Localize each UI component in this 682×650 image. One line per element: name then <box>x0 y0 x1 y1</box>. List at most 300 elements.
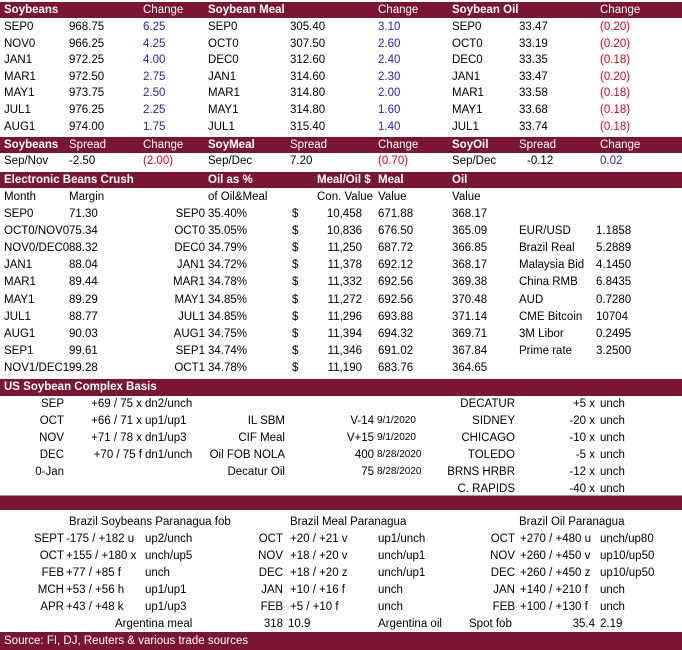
meal-spread-change: (0.70) <box>378 155 409 167</box>
crush-month: OCT0/NOV0 <box>4 225 70 238</box>
oil-pct-month: MAR1 <box>173 276 205 289</box>
meal-change: 2.40 <box>378 54 401 67</box>
brazil-row <box>0 531 682 547</box>
dollar-sign: $ <box>292 310 299 323</box>
crush-header-row <box>0 172 682 188</box>
brazil-meal-basis: +20 / +21 v <box>290 533 348 545</box>
col-soymeal: SoyMeal <box>208 139 255 151</box>
location-change: unch <box>600 415 625 427</box>
product-value: 75 <box>361 466 374 478</box>
crush-row <box>0 326 682 342</box>
brazil-soy-change: up1/up3 <box>145 601 187 613</box>
dollar-sign: $ <box>292 327 299 340</box>
brazil-soy-month: APR <box>40 601 64 613</box>
oil-pct: 34.75% <box>208 327 248 340</box>
oil-value: 366.85 <box>452 242 488 255</box>
futures-row <box>0 19 682 35</box>
location-basis: -10 x <box>569 432 595 444</box>
market-label: 3M Libor <box>519 327 564 340</box>
meal-month: SEP0 <box>208 21 238 33</box>
col-change: Change <box>143 139 184 151</box>
argentina-oil-change: 2.19 <box>600 618 623 630</box>
oil-change: (0.18) <box>600 54 631 67</box>
crush-row <box>0 223 682 239</box>
basis-change: dn1/unch <box>145 449 193 461</box>
argentina-meal-value: 318 <box>263 618 283 630</box>
brazil-meal-month: FEB <box>260 601 283 613</box>
crush-row <box>0 240 682 256</box>
brazil-oil-change: unch <box>600 601 625 613</box>
soybean-spread-value: -2.50 <box>69 155 96 167</box>
market-label: Brazil Real <box>519 242 575 255</box>
oil-value: 368.17 <box>452 208 488 220</box>
argentina-meal-label: Argentina meal <box>115 618 193 630</box>
futures-row <box>0 102 682 118</box>
product-value: 400 <box>354 449 374 461</box>
oil-value: 364.65 <box>452 361 488 374</box>
crush-margin: 89.29 <box>69 293 98 306</box>
col-spread: Spread <box>290 139 328 151</box>
brazil-row <box>0 565 682 581</box>
col-soybeans: Soybeans <box>4 139 59 151</box>
meal-value: 692.56 <box>378 276 414 289</box>
oil-change: (0.18) <box>600 87 631 100</box>
meal-change: 2.00 <box>378 87 401 100</box>
dollar-sign: $ <box>292 225 299 238</box>
brazil-soy-basis: +77 / +85 f <box>66 567 121 579</box>
col-change: Change <box>143 4 184 16</box>
brazil-oil-basis: +100 / +130 f <box>520 601 588 613</box>
col-value: Value <box>378 191 407 203</box>
basis-header-row <box>0 379 682 396</box>
oil-change: (0.18) <box>600 120 631 133</box>
basis-month: DEC <box>39 449 64 461</box>
product-label: IL SBM <box>247 415 285 427</box>
market-value: 0.7280 <box>596 293 632 306</box>
oil-month: OCT0 <box>452 37 483 50</box>
meal-price: 315.40 <box>290 120 326 133</box>
meal-change: 1.40 <box>378 120 401 133</box>
source-text: Source: FI, DJ, Reuters & various trade sources <box>4 635 249 647</box>
meal-month: JAN1 <box>208 70 237 83</box>
meal-value: 693.88 <box>378 310 414 323</box>
crush-margin: 88.77 <box>69 310 98 323</box>
oil-value: 371.14 <box>452 310 488 323</box>
crush-row <box>0 343 682 359</box>
meal-price: 312.60 <box>290 54 326 67</box>
crush-month: JAN1 <box>4 259 33 272</box>
oil-value: 369.71 <box>452 327 488 340</box>
oil-pct-month: SEP1 <box>175 344 205 357</box>
oil-value: 365.09 <box>452 225 488 238</box>
brazil-meal-month: DEC <box>258 567 283 579</box>
oil-pct-month: DEC0 <box>174 242 205 255</box>
crush-margin: 90.03 <box>69 327 98 340</box>
crush-margin: 99.61 <box>69 344 98 357</box>
product-label: Oil FOB NOLA <box>209 449 285 461</box>
dollar-sign: $ <box>292 293 299 306</box>
oil-pct-month: AUG1 <box>173 327 205 340</box>
meal-oil-value: 11,272 <box>327 293 362 306</box>
meal-value: 676.50 <box>378 225 414 238</box>
brazil-oil-basis: +260 / +450 v <box>520 550 591 562</box>
crush-row <box>0 206 682 222</box>
brazil-oil-basis: +270 / +480 u <box>520 533 591 545</box>
oil-month: MAR1 <box>452 87 484 100</box>
source-footer <box>0 632 682 650</box>
meal-change: 3.10 <box>378 21 401 33</box>
basis-change: dn1/up3 <box>145 432 187 444</box>
crush-margin: 88.04 <box>69 259 98 272</box>
meal-change: 2.60 <box>378 37 401 50</box>
brazil-row <box>0 548 682 564</box>
oil-price: 33.19 <box>519 37 548 50</box>
argentina-oil-label: Argentina oil <box>378 618 442 630</box>
oil-change: (0.20) <box>600 37 631 50</box>
col-spread: Spread <box>519 139 557 151</box>
col-electronic-beans-crush: Electronic Beans Crush <box>4 174 134 186</box>
futures-row <box>0 36 682 52</box>
meal-oil-value: 10,836 <box>326 225 362 238</box>
oil-month: JAN1 <box>452 70 481 83</box>
oil-value: 370.48 <box>452 293 488 306</box>
soybean-change: 4.00 <box>143 54 166 67</box>
brazil-header-row <box>0 514 682 530</box>
col-change: Change <box>600 4 641 16</box>
location-basis: -5 x <box>575 449 595 461</box>
market-value: 4.1450 <box>596 259 632 272</box>
brazil-meal-basis: +5 / +10 f <box>290 601 339 613</box>
futures-header-row <box>0 2 682 18</box>
basis-row <box>0 413 682 429</box>
basis-bid-offer: +71 / 78 x <box>91 432 142 444</box>
col-of-oil-meal: of Oil&Meal <box>208 191 268 203</box>
oil-pct-month: JUL1 <box>178 310 205 323</box>
brazil-meal-basis: +10 / +16 f <box>290 584 345 596</box>
crush-margin: 88.32 <box>69 242 98 255</box>
crush-row <box>0 309 682 325</box>
dollar-sign: $ <box>292 242 299 255</box>
market-value: 6.8435 <box>596 276 632 289</box>
soybean-change: 4.25 <box>143 37 166 50</box>
market-value: 5.2889 <box>596 242 632 255</box>
brazil-soy-change: unch/up5 <box>145 550 193 562</box>
meal-value: 687.72 <box>378 242 414 255</box>
product-date: 8/28/2020 <box>377 466 422 477</box>
soybean-change: 2.75 <box>143 70 166 83</box>
meal-spread-months: Sep/Dec <box>208 155 253 167</box>
meal-value: 691.02 <box>378 344 414 357</box>
meal-month: DEC0 <box>208 54 239 67</box>
location: CHICAGO <box>461 432 515 444</box>
col-soybean-oil: Soybean Oil <box>452 4 519 16</box>
oil-price: 33.68 <box>519 104 548 116</box>
market-label: CME Bitcoin <box>519 310 583 323</box>
brazil-meal-change: unch <box>378 601 403 613</box>
dollar-sign: $ <box>292 259 299 272</box>
product-value: V-14 <box>350 415 374 427</box>
oil-value: 367.84 <box>452 344 488 357</box>
soybean-change: 1.75 <box>143 120 166 133</box>
oil-month: DEC0 <box>452 54 483 67</box>
market-label: Malaysia Bid <box>519 259 585 272</box>
brazil-oil-month: FEB <box>492 601 515 613</box>
oil-month: MAY1 <box>452 104 483 116</box>
basis-month: OCT <box>39 415 64 427</box>
oil-change: (0.20) <box>600 70 631 83</box>
crush-month: AUG1 <box>4 327 36 340</box>
meal-value: 692.56 <box>378 293 414 306</box>
oil-pct: 34.79% <box>208 242 248 255</box>
basis-month: 0-Jan <box>35 466 64 478</box>
location-change: unch <box>600 432 625 444</box>
meal-price: 305.40 <box>290 21 326 33</box>
soybean-month: JAN1 <box>4 54 33 67</box>
brazil-meal-month: JAN <box>261 584 283 596</box>
oil-pct: 34.74% <box>208 344 248 357</box>
oil-spread-change: 0.02 <box>600 155 623 167</box>
meal-oil-value: 11,394 <box>327 327 362 340</box>
product-date: 8/28/2020 <box>377 449 422 460</box>
oil-spread-months: Sep/Dec <box>452 155 497 167</box>
soybean-spread-months: Sep/Nov <box>4 155 49 167</box>
meal-month: OCT0 <box>208 37 239 50</box>
crush-month: MAR1 <box>4 276 36 289</box>
spread-header-row <box>0 137 682 153</box>
market-value: 0.2495 <box>596 327 632 340</box>
oil-pct-month: OCT0 <box>174 225 205 238</box>
basis-title: US Soybean Complex Basis <box>4 381 157 393</box>
brazil-oil-change: unch/up80 <box>600 533 654 545</box>
meal-change: 1.60 <box>378 104 401 116</box>
brazil-oil-month: OCT <box>490 533 515 545</box>
oil-change: (0.18) <box>600 104 631 116</box>
brazil-soy-change: unch <box>145 567 170 579</box>
basis-bid-offer: +69 / 75 x <box>91 398 142 410</box>
crush-month: NOV0/DEC0 <box>4 242 70 255</box>
soybean-month: MAR1 <box>4 70 36 83</box>
meal-price: 314.60 <box>290 70 326 83</box>
oil-pct: 35.40% <box>208 208 248 220</box>
brazil-oil-change: up10/up50 <box>600 567 655 579</box>
futures-row <box>0 119 682 135</box>
brazil-soy-month: OCT <box>39 550 64 562</box>
oil-pct: 34.78% <box>208 276 248 289</box>
market-label: China RMB <box>519 276 578 289</box>
oil-pct: 35.05% <box>208 225 248 238</box>
soybean-change: 6.25 <box>143 21 166 33</box>
soybean-change: 2.25 <box>143 104 166 116</box>
crush-row <box>0 274 682 290</box>
col-spread: Spread <box>69 139 107 151</box>
dollar-sign: $ <box>292 208 299 220</box>
soybean-month: SEP0 <box>4 21 34 33</box>
dollar-sign: $ <box>292 361 299 374</box>
futures-row <box>0 52 682 68</box>
location: TOLEDO <box>467 449 515 461</box>
meal-value: 683.76 <box>378 361 414 374</box>
oil-pct: 34.85% <box>208 310 248 323</box>
brazil-oil-month: DEC <box>490 567 515 579</box>
brazil-oil-month: NOV <box>490 550 515 562</box>
brazil-meal-change: unch/up1 <box>378 550 426 562</box>
crush-month: SEP0 <box>4 208 34 220</box>
divider-band <box>0 496 682 510</box>
crush-margin: 99.28 <box>69 361 98 374</box>
meal-price: 314.80 <box>290 87 326 100</box>
col-margin: Margin <box>69 191 105 203</box>
soybean-price: 974.00 <box>69 120 105 133</box>
soybean-price: 966.25 <box>69 37 105 50</box>
oil-spread-value: -0.12 <box>527 155 554 167</box>
crush-month: MAY1 <box>4 293 35 306</box>
crush-month: NOV1/DEC1 <box>4 361 70 374</box>
col-con-value: Con. Value <box>317 191 374 203</box>
oil-price: 33.58 <box>519 87 548 100</box>
meal-price: 314.80 <box>290 104 326 116</box>
soybean-month: NOV0 <box>4 37 36 50</box>
meal-oil-value: 11,378 <box>327 259 362 272</box>
col-soyoil: SoyOil <box>452 139 489 151</box>
oil-pct: 34.72% <box>208 259 248 272</box>
futures-row <box>0 85 682 101</box>
basis-change: dn2/unch <box>145 398 193 410</box>
meal-month: MAR1 <box>208 87 240 100</box>
soybean-month: AUG1 <box>4 120 36 133</box>
meal-value: 671.88 <box>378 208 414 220</box>
oil-pct: 34.78% <box>208 361 248 374</box>
meal-spread-value: 7.20 <box>290 155 313 167</box>
basis-bid-offer: +70 / 75 f <box>93 449 142 461</box>
market-label: AUD <box>519 293 544 306</box>
brazil-meal-change: up1/unch <box>378 533 426 545</box>
brazil-soy-month: MCH <box>37 584 64 596</box>
oil-pct: 34.85% <box>208 293 248 306</box>
dollar-sign: $ <box>292 276 299 289</box>
col-meal-oil: Meal/Oil $ <box>317 174 371 186</box>
market-label: Prime rate <box>519 344 573 357</box>
meal-price: 307.50 <box>290 37 326 50</box>
crush-month: JUL1 <box>4 310 31 323</box>
soybean-change: 2.50 <box>143 87 166 100</box>
location-basis: -20 x <box>569 415 595 427</box>
soybean-price: 972.25 <box>69 54 105 67</box>
basis-row <box>0 447 682 463</box>
product-date: 9/1/2020 <box>377 415 416 426</box>
meal-oil-value: 10,458 <box>326 208 362 220</box>
market-value: 3.2500 <box>596 344 632 357</box>
crush-row <box>0 360 682 376</box>
product-label: CIF Meal <box>238 432 285 444</box>
brazil-soy-basis: +53 / +56 h <box>66 584 125 596</box>
crush-month: SEP1 <box>4 344 34 357</box>
basis-month: SEP <box>40 398 64 410</box>
oil-value: 368.17 <box>452 259 488 272</box>
location-change: unch <box>600 466 625 478</box>
location-basis: -40 x <box>569 483 595 495</box>
market-value: 1.1858 <box>596 225 632 238</box>
brazil-oil-title: Brazil Oil Paranagua <box>519 516 625 528</box>
soybean-month: JUL1 <box>4 104 31 116</box>
col-soybean-meal: Soybean Meal <box>208 4 285 16</box>
col-value: Value <box>452 191 481 203</box>
oil-change: (0.20) <box>600 21 631 33</box>
oil-price: 33.74 <box>519 120 548 133</box>
brazil-soy-basis: -175 / +182 u <box>66 533 135 545</box>
brazil-row <box>0 582 682 598</box>
crush-margin: 71.30 <box>69 208 98 220</box>
location-change: unch <box>600 398 625 410</box>
meal-oil-value: 11,332 <box>327 276 362 289</box>
brazil-soy-change: up1/up1 <box>145 584 187 596</box>
basis-row <box>0 430 682 446</box>
oil-price: 33.47 <box>519 21 548 33</box>
brazil-meal-change: unch <box>378 584 403 596</box>
brazil-soy-month: FEB <box>41 567 64 579</box>
oil-pct-month: OCT1 <box>174 361 205 374</box>
crush-subheader-row <box>0 189 682 205</box>
meal-change: 2.30 <box>378 70 401 83</box>
brazil-meal-basis: +18 / +20 v <box>290 550 348 562</box>
col-soybeans: Soybeans <box>4 4 59 16</box>
meal-month: JUL1 <box>208 120 235 133</box>
soybean-price: 973.75 <box>69 87 105 100</box>
product-value: V+15 <box>346 432 374 444</box>
brazil-oil-change: unch <box>600 584 625 596</box>
soybean-price: 976.25 <box>69 104 105 116</box>
basis-bid-offer: +66 / 71 x <box>91 415 142 427</box>
location-basis: -12 x <box>569 466 595 478</box>
basis-row <box>0 396 682 412</box>
market-value: 10704 <box>596 310 628 323</box>
brazil-meal-change: unch/up1 <box>378 567 426 579</box>
col-oil-pct: Oil as % <box>208 174 253 186</box>
brazil-meal-month: NOV <box>258 550 283 562</box>
product-date: 9/1/2020 <box>377 432 416 443</box>
meal-oil-value: 11,190 <box>327 361 362 374</box>
basis-change: up1/up1 <box>145 415 187 427</box>
oil-price: 33.47 <box>519 70 548 83</box>
crush-row <box>0 292 682 308</box>
crush-margin: 89.44 <box>69 276 98 289</box>
location: SIDNEY <box>472 415 515 427</box>
brazil-oil-basis: +140 / +210 f <box>520 584 588 596</box>
oil-pct-month: MAY1 <box>174 293 205 306</box>
brazil-row <box>0 599 682 615</box>
argentina-row <box>0 616 682 632</box>
location: DECATUR <box>460 398 515 410</box>
location-basis: +5 x <box>572 398 595 410</box>
market-label: EUR/USD <box>519 225 571 238</box>
soybean-spread-change: (2.00) <box>143 155 174 167</box>
oil-month: JUL1 <box>452 120 479 133</box>
col-change: Change <box>378 4 419 16</box>
location: C. RAPIDS <box>457 483 515 495</box>
oil-month: SEP0 <box>452 21 482 33</box>
location-change: unch <box>600 449 625 461</box>
brazil-soy-change: up2/unch <box>145 533 193 545</box>
col-change: Change <box>600 139 641 151</box>
col-month: Month <box>4 191 36 203</box>
meal-oil-value: 11,250 <box>327 242 362 255</box>
soybean-price: 968.75 <box>69 21 105 33</box>
location: BRNS HRBR <box>447 466 515 478</box>
meal-month: MAY1 <box>208 104 239 116</box>
crush-row <box>0 257 682 273</box>
col-change: Change <box>378 139 419 151</box>
spot-fob-label: Spot fob <box>469 618 512 630</box>
brazil-soybeans-title: Brazil Soybeans Paranagua fob <box>69 516 231 528</box>
